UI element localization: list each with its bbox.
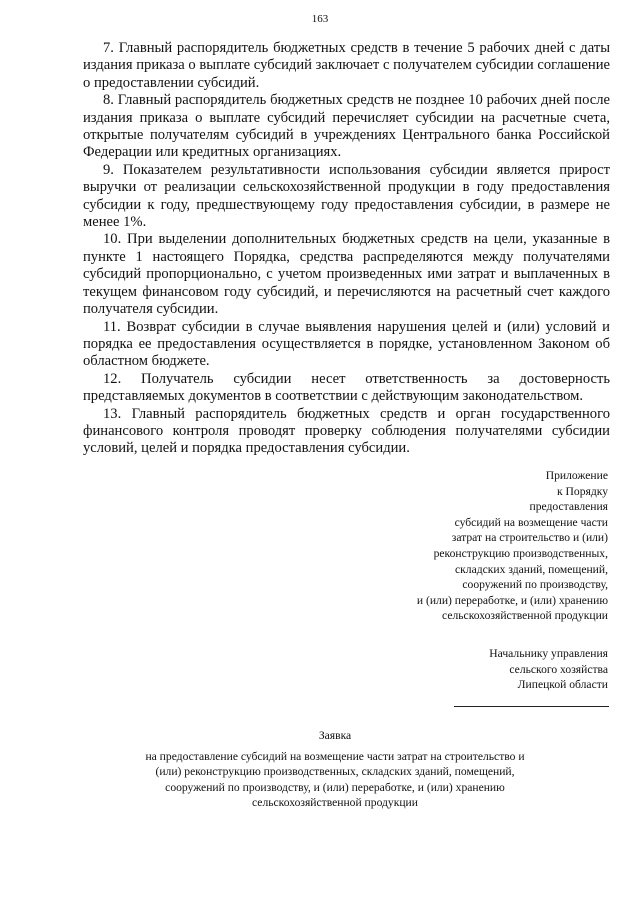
paragraph-12: 12. Получатель субсидии несет ответственность за достоверность представляемых документов в соответствии с действующим законодательством. — [83, 370, 610, 405]
appendix-line: и (или) переработке, и (или) хранению — [416, 593, 608, 607]
paragraph-9: 9. Показателем результативности использования субсидии является прирост выручки от реализации сельскохозяйственной продукции в году предоставления субсидии к году, предшествующему году предоставления субсидии, в размере не менее 1%. — [83, 161, 610, 231]
request-title: Заявка — [318, 729, 352, 742]
signature-line — [454, 706, 609, 707]
appendix-line: сооружений по производству, — [462, 578, 608, 592]
appendix-header — [308, 468, 608, 624]
appendix-line: затрат на строительство и (или) — [451, 531, 608, 545]
request-line: сельскохозяйственной продукции — [252, 796, 418, 810]
appendix-line: сельскохозяйственной продукции — [442, 609, 608, 623]
paragraph-10: 10. При выделении дополнительных бюджетных средств на цели, указанные в пункте 1 настоящего Порядка, средства распределяются между получателями субсидий пропорционально, с учетом произведенных ими затрат и выплаченных в текущем финансовом году субсидий, и перечисляются на расчетный счет каждого получателя субсидии. — [83, 231, 610, 318]
addressee-line: сельского хозяйства — [509, 662, 608, 676]
page-number: 163 — [311, 13, 329, 25]
appendix-line: субсидий на возмещение части — [454, 515, 608, 529]
paragraph-8: 8. Главный распорядитель бюджетных средств не позднее 10 рабочих дней после издания приказа о выплате субсидий перечисляет субсидии на расчетные счета, открытые получателям субсидий в учреждениях Центрального банка Российской Федерации или кредитных организациях. — [83, 92, 610, 161]
addressee-line: Начальнику управления — [489, 647, 608, 660]
request-line: на предоставление субсидий на возмещение части затрат на строительство и — [145, 749, 525, 763]
appendix-line: складских зданий, помещений, — [455, 562, 608, 576]
appendix-line: Приложение — [545, 469, 608, 482]
paragraph-7: 7. Главный распорядитель бюджетных средств в течение 5 рабочих дней с даты издания приказа о выплате субсидий заключает с получателем субсидии соглашение о предоставлении субсидий. — [83, 40, 610, 91]
request-block — [100, 728, 570, 811]
appendix-line: предоставления — [529, 500, 608, 514]
request-line: сооружений по производству, и (или) переработке, и (или) хранению — [165, 780, 505, 794]
paragraph-11: 11. Возврат субсидии в случае выявления нарушения целей и (или) условий и порядка ее предоставления осуществляется в порядке, установленном Законом об областном бюджете. — [83, 318, 610, 370]
addressee-line: Липецкой области — [517, 678, 608, 692]
addressee-block — [308, 646, 608, 693]
body-text — [83, 40, 610, 458]
request-line: (или) реконструкцию производственных, складских зданий, помещений, — [155, 765, 515, 779]
appendix-line: к Порядку — [557, 484, 608, 498]
appendix-line: реконструкцию производственных, — [433, 546, 608, 560]
paragraph-13: 13. Главный распорядитель бюджетных средств и орган государственного финансового контроля проводят проверку соблюдения получателями субсидии условий, целей и порядка предоставления субсидии. — [83, 405, 610, 457]
